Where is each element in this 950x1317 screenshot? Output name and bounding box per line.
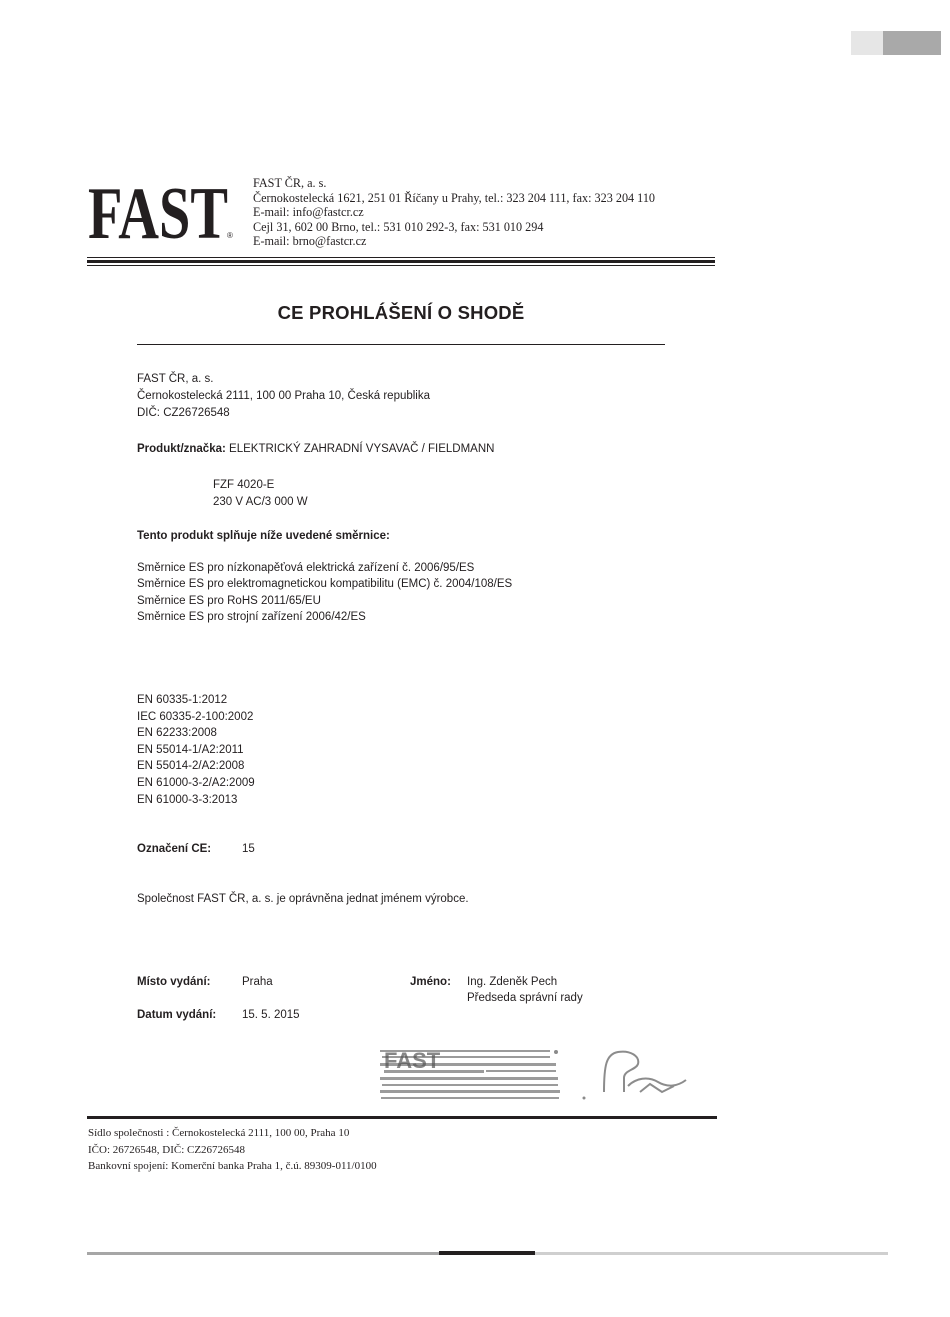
letterhead-company: FAST ČR, a. s.: [253, 176, 327, 190]
page-tab-dark: [883, 31, 941, 55]
product-line: [137, 441, 494, 458]
company-name: FAST ČR, a. s.: [137, 373, 214, 385]
ce-marking-value: 15: [242, 843, 255, 855]
registered-mark: ®: [227, 231, 233, 240]
title-underline: [137, 344, 665, 345]
footer: [88, 1125, 377, 1175]
footer-rule: [87, 1116, 717, 1119]
fast-logo: [88, 180, 236, 240]
page-indicator-current: [439, 1251, 535, 1255]
product-value: ELEKTRICKÝ ZAHRADNÍ VYSAVAČ / FIELDMANN: [229, 443, 495, 455]
standard-item: EN 55014-1/A2:2011: [137, 744, 244, 756]
standard-item: EN 61000-3-3:2013: [137, 794, 238, 806]
header-rule-thick: [87, 260, 715, 263]
letterhead-email: E-mail: info@fastcr.cz: [253, 205, 364, 219]
company-address: Černokostelecká 2111, 100 00 Praha 10, Česká republika: [137, 390, 431, 402]
logo-wordmark: FAST: [88, 180, 228, 240]
directive-item: Směrnice ES pro nízkonapěťová elektrická zařízení č. 2006/95/ES: [137, 562, 475, 574]
standard-item: EN 62233:2008: [137, 727, 217, 739]
directive-item: Směrnice ES pro strojní zařízení 2006/42/ES: [137, 611, 366, 623]
page-indicator-left: [87, 1252, 439, 1255]
footer-ids: IČO: 26726548, DIČ: CZ26726548: [88, 1143, 246, 1156]
product-label: Produkt/značka:: [137, 443, 226, 455]
standard-item: EN 60335-1:2012: [137, 694, 228, 706]
place-label: Místo vydání:: [137, 976, 211, 988]
header-rule-thin-top: [87, 257, 715, 258]
company-dic: DIČ: CZ26726548: [137, 407, 230, 419]
directives-heading: Tento produkt splňuje níže uvedené směrnice:: [137, 530, 390, 542]
company-stamp-and-signature: [378, 1046, 698, 1106]
authorization-statement: Společnost FAST ČR, a. s. je oprávněna jednat jménem výrobce.: [137, 893, 469, 905]
position-value: Předseda správní rady: [467, 992, 583, 1004]
footer-seat: Sídlo společnosti : Černokostelecká 2111, 100 00, Praha 10: [88, 1127, 350, 1139]
stamp-wordmark: FAST: [384, 1048, 441, 1073]
directive-item: Směrnice ES pro RoHS 2011/65/EU: [137, 595, 321, 607]
place-value: Praha: [242, 976, 273, 988]
page-indicator-right: [535, 1252, 888, 1255]
letterhead-branch: Cejl 31, 602 00 Brno, tel.: 531 010 292-3, fax: 531 010 294: [253, 219, 544, 234]
signature-scribble: [604, 1052, 686, 1092]
product-model: FZF 4020-E: [213, 479, 275, 491]
letterhead: [253, 176, 655, 249]
page-title: CE PROHLÁŠENÍ O SHODĚ: [277, 302, 525, 323]
standard-item: EN 61000-3-2/A2:2009: [137, 777, 255, 789]
standard-item: IEC 60335-2-100:2002: [137, 711, 254, 723]
product-rating: 230 V AC/3 000 W: [213, 496, 308, 508]
header-rule-thin-bottom: [87, 265, 715, 266]
name-label: Jméno:: [410, 976, 451, 988]
directive-item: Směrnice ES pro elektromagnetickou kompatibilitu (EMC) č. 2004/108/ES: [137, 578, 513, 590]
footer-bank: Bankovní spojení: Komerční banka Praha 1, č.ú. 89309-011/0100: [88, 1160, 377, 1172]
ce-marking-label: Označení CE:: [137, 843, 212, 855]
standard-item: EN 55014-2/A2:2008: [137, 760, 245, 772]
name-value: Ing. Zdeněk Pech: [467, 976, 558, 988]
page-tab-light: [851, 31, 883, 55]
letterhead-branch-email: E-mail: brno@fastcr.cz: [253, 234, 367, 248]
letterhead-address: Černokostelecká 1621, 251 01 Říčany u Prahy, tel.: 323 204 111, fax: 323 204 110: [253, 190, 656, 205]
date-label: Datum vydání:: [137, 1009, 217, 1021]
date-value: 15. 5. 2015: [242, 1009, 300, 1021]
